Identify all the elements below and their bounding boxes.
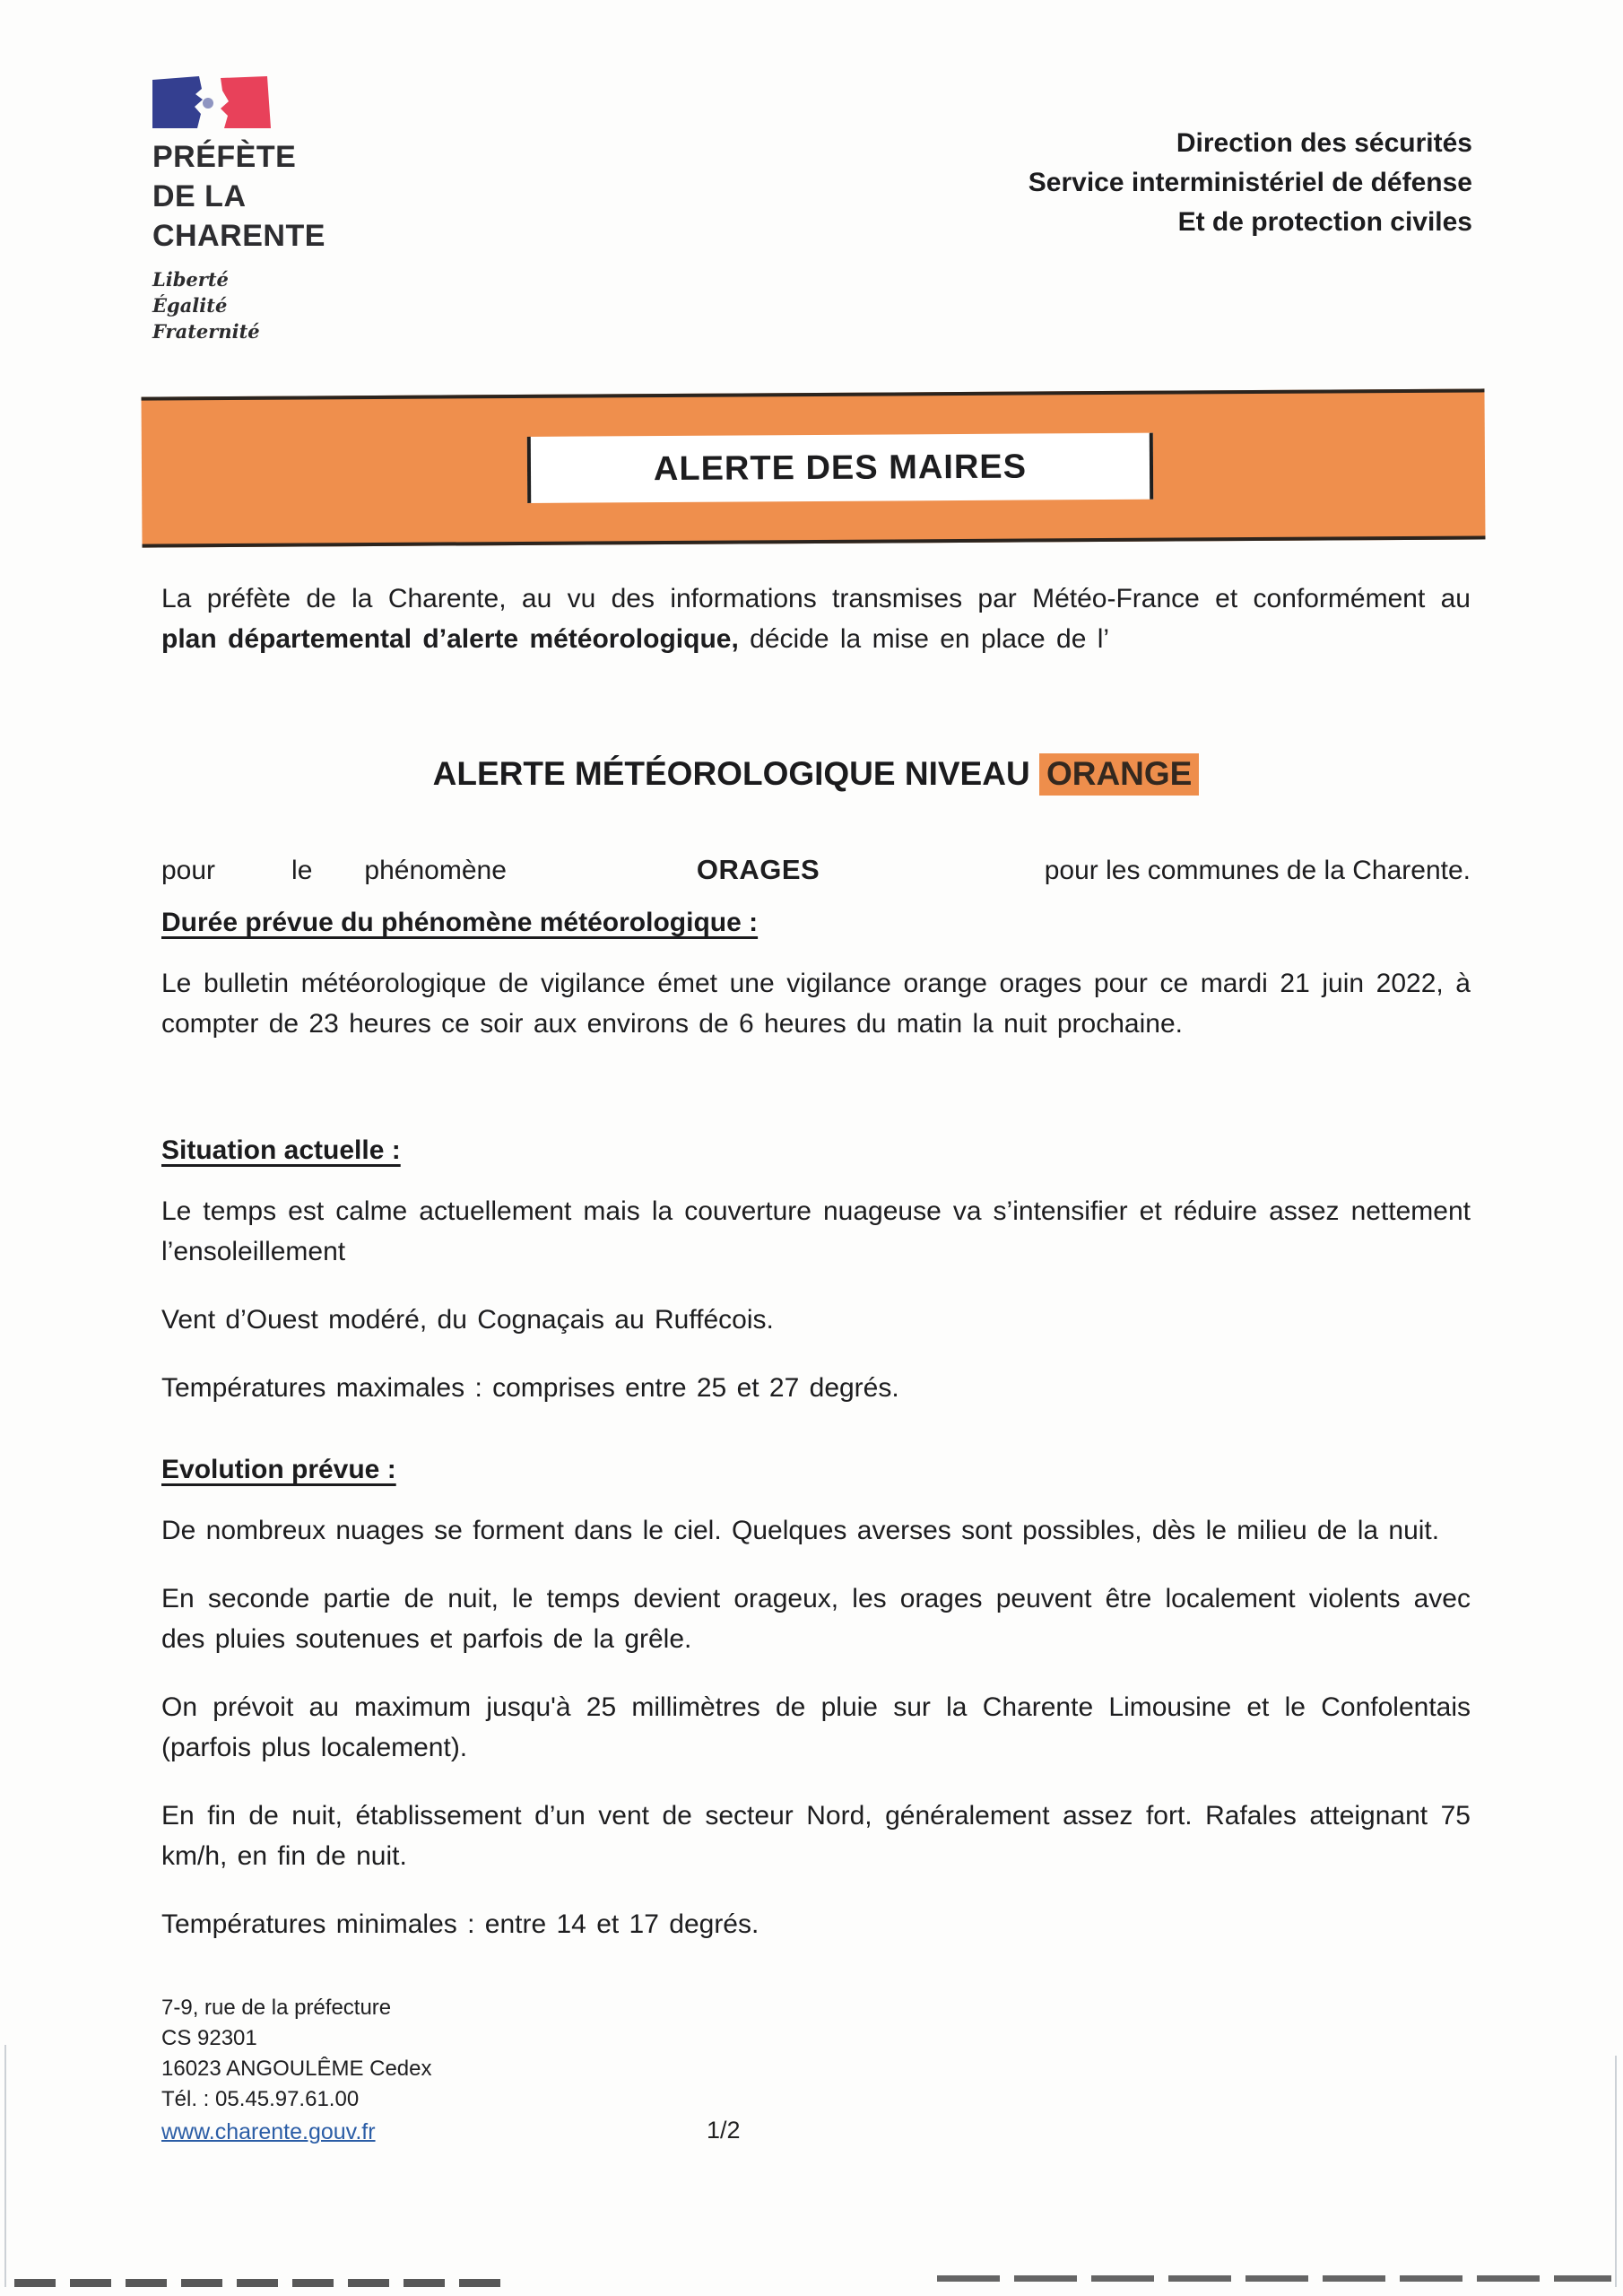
footer-address	[161, 1993, 432, 2115]
alert-banner	[142, 388, 1486, 547]
scan-edge-line	[1615, 2056, 1617, 2287]
header-right-line: Direction des sécurités	[1176, 128, 1472, 158]
alert-heading-prefix: ALERTE MÉTÉOROLOGIQUE NIVEAU	[432, 755, 1039, 792]
header-right-line: Et de protection civiles	[1177, 207, 1472, 237]
logo-motto-line: Liberté	[152, 268, 229, 291]
prefecture-logo	[152, 76, 529, 344]
section-paragraph: Vent d’Ouest modéré, du Cognaçais au Ruffécois.	[161, 1305, 774, 1335]
section-paragraph: En seconde partie de nuit, le temps devient orageux, les orages peuvent être localement violents avec des pluies soutenues et parfois de la grêle.	[161, 1584, 1471, 1654]
alert-level-heading	[161, 755, 1471, 793]
scan-artifact-strip	[14, 2279, 503, 2287]
section-duree-prevue	[161, 904, 1471, 1072]
logo-title-line: CHARENTE	[152, 219, 325, 253]
header-right	[1028, 124, 1472, 242]
section-evolution-prevue	[161, 1451, 1471, 1972]
french-flag-icon	[152, 76, 271, 128]
section-heading: Situation actuelle :	[161, 1135, 401, 1165]
section-paragraph: Températures maximales : comprises entre 25 et 27 degrés.	[161, 1373, 899, 1403]
page-number: 1/2	[707, 2117, 741, 2144]
intro-paragraph	[161, 578, 1471, 659]
section-paragraph: Le temps est calme actuellement mais la couverture nuageuse va s’intensifier et réduire assez nettement l’ensoleillement	[161, 1196, 1471, 1266]
intro-text-bold: plan départemental d’alerte météorologique,	[161, 624, 739, 654]
logo-motto-line: Égalité	[152, 294, 228, 317]
footer-address-line: Tél. : 05.45.97.61.00	[161, 2087, 360, 2111]
footer-address-line: CS 92301	[161, 2026, 257, 2050]
logo-title	[152, 137, 529, 256]
logo-motto-line: Fraternité	[152, 320, 260, 343]
footer-address-block	[161, 1993, 432, 2148]
alert-banner-box	[527, 433, 1153, 503]
phenomenon-word: le	[291, 856, 313, 885]
intro-text-before: La préfète de la Charente, au vu des informations transmises par Météo-France et conformément au	[161, 584, 1471, 613]
website-link[interactable]: www.charente.gouv.fr	[161, 2119, 376, 2144]
section-situation-actuelle	[161, 1132, 1471, 1436]
intro-text-after: décide la mise en place de l’	[738, 624, 1110, 654]
section-paragraph: On prévoit au maximum jusqu'à 25 millimètres de pluie sur la Charente Limousine et le Confolentais (parfois plus localement).	[161, 1692, 1471, 1762]
footer-address-line: 7-9, rue de la préfecture	[161, 1996, 392, 2020]
section-paragraph: De nombreux nuages se forment dans le ciel. Quelques averses sont possibles, dès le milieu de la nuit.	[161, 1516, 1440, 1545]
logo-title-line: DE LA	[152, 179, 247, 213]
section-paragraph: Températures minimales : entre 14 et 17 degrés.	[161, 1909, 759, 1939]
phenomenon-word: phénomène	[364, 856, 507, 885]
section-heading: Durée prévue du phénomène météorologique :	[161, 908, 759, 937]
logo-title-line: PRÉFÈTE	[152, 140, 297, 174]
phenomenon-line	[161, 854, 1471, 886]
scan-artifact-strip	[937, 2275, 1611, 2282]
footer-address-line: 16023 ANGOULÊME Cedex	[161, 2057, 432, 2081]
phenomenon-name: ORAGES	[696, 854, 820, 885]
section-paragraph: Le bulletin météorologique de vigilance émet une vigilance orange orages pour ce mardi 21 juin 2022, à compter de 23 heures ce soir aux environs de 6 heures du matin la nuit prochaine.	[161, 969, 1471, 1039]
phenomenon-scope: pour les communes de la Charente.	[1044, 856, 1471, 885]
scan-edge-line	[4, 2045, 6, 2287]
alert-level-highlight: ORANGE	[1039, 753, 1199, 796]
banner-title: ALERTE DES MAIRES	[653, 448, 1028, 488]
phenomenon-word: pour	[161, 856, 216, 885]
section-paragraph: En fin de nuit, établissement d’un vent de secteur Nord, généralement assez fort. Rafales atteignant 75 km/h, en fin de nuit.	[161, 1801, 1471, 1871]
logo-motto	[152, 266, 529, 344]
header-right-line: Service interministériel de défense	[1028, 168, 1472, 197]
section-heading: Evolution prévue :	[161, 1455, 396, 1484]
